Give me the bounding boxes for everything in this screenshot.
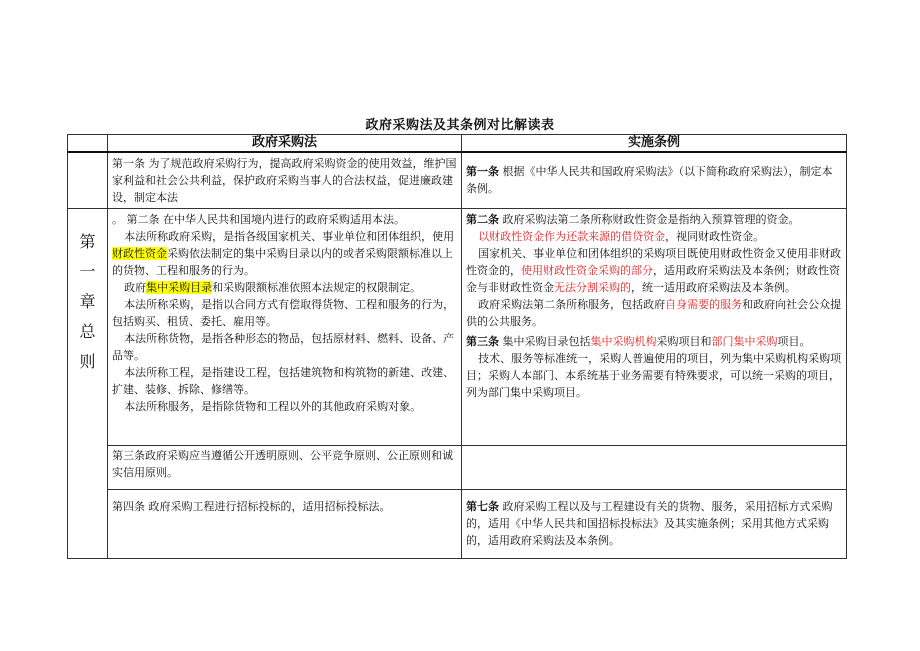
- reg-cell-articles-2-3: [462, 209, 847, 446]
- reg-cell-empty: [462, 446, 847, 490]
- emphasis-term: 以财政性资金作为还款来源的借贷资金: [478, 230, 666, 243]
- highlight-term: 集中采购目录: [146, 281, 213, 294]
- emphasis-term: 无法分割采购的: [554, 281, 631, 294]
- reg-article-7-text: [466, 498, 842, 549]
- reg-article-7-lead: 第七条: [466, 500, 499, 513]
- law-text: 和采购限额标准依照本法规定的权限制定。: [212, 281, 422, 294]
- reg-text: 政府采购法第二条所称服务，包括政府: [478, 298, 666, 311]
- reg-article-2-lead: 第二条: [466, 213, 499, 226]
- reg-text: ，适用政府采购法及本条例；财政性资金与非财政性资金: [466, 264, 840, 294]
- law-article-2-p4: 本法所称采购，是指以合同方式有偿取得货物、工程和服务的行为，包括购买、租赁、委托、雇用等。: [112, 298, 455, 328]
- law-cell-article-1: [108, 152, 462, 209]
- table-row: [68, 446, 847, 490]
- highlight-term: 财政性资金: [112, 247, 167, 260]
- reg-article-2-p2: [466, 245, 842, 296]
- chapter-char: 第: [79, 232, 96, 251]
- reg-article-2-p1: [466, 211, 842, 228]
- reg-text: 政府采购工程以及与工程建设有关的货物、服务，采用招标方式采购的，适用《中华人民共和国招标投标法》及其实施条例；采用其他方式采购的，适用政府采购法及本条例。: [466, 500, 833, 547]
- law-text: 本法所称政府采购，是指各级国家机关、事业单位和团体组织，使用: [124, 230, 455, 243]
- chapter-label-cell: [68, 209, 108, 559]
- emphasis-term: 使用财政性资金采购的部分: [521, 264, 653, 277]
- reg-text: 项目。: [777, 335, 811, 348]
- reg-text: ，视同财政性资金。: [665, 230, 765, 243]
- reg-text: 集中采购目录包括: [499, 335, 591, 348]
- chapter-blank-cell: [68, 152, 108, 209]
- reg-article-1-lead: 第一条: [466, 165, 499, 178]
- header-row: [68, 135, 847, 153]
- reg-article-3-lead: 第三条: [466, 335, 499, 348]
- reg-text: 采购项目和: [656, 335, 712, 348]
- law-article-2-p2: [112, 228, 457, 279]
- reg-cell-article-1: [462, 152, 847, 209]
- emphasis-term: 集中采购机构: [590, 335, 657, 348]
- law-article-2-p6: 本法所称工程，是指建设工程，包括建筑物和构筑物的新建、改建、扩建、装修、拆除、修缮等。: [112, 366, 455, 396]
- comparison-table: [67, 134, 847, 559]
- law-article-2-p7: 本法所称服务，是指除货物和工程以外的其他政府采购对象。: [124, 400, 422, 413]
- law-article-2-p1: 。 第二条 在中华人民共和国境内进行的政府采购适用本法。: [112, 213, 405, 226]
- table-row: [68, 152, 847, 209]
- table-row: [68, 490, 847, 559]
- chapter-char: 则: [79, 352, 96, 371]
- header-regulation: 实施条例: [462, 135, 847, 153]
- header-blank: [68, 135, 108, 153]
- law-article-1-text: 第一条 为了规范政府采购行为，提高政府采购资金的使用效益，维护国家利益和社会公共利益，保护政府采购当事人的合法权益，促进廉政建设，制定本法: [112, 157, 457, 204]
- emphasis-term: 部门集中采购: [711, 335, 778, 348]
- law-article-4-text: 第四条 政府采购工程进行招标投标的，适用招标投标法。: [112, 500, 391, 513]
- reg-cell-article-7: [462, 490, 847, 559]
- law-cell-article-2: [108, 209, 462, 446]
- reg-article-2-p1b: [466, 228, 842, 245]
- chapter-char: 章: [79, 292, 96, 311]
- reg-article-1-body: 根据《中华人民共和国政府采购法》（以下简称政府采购法），制定本条例。: [466, 165, 833, 195]
- law-article-3-text: 第三条政府采购应当遵循公开透明原则、公平竞争原则、公正原则和诚实信用原则。: [112, 449, 453, 479]
- reg-article-1-text: [466, 163, 842, 197]
- page-title: 政府采购法及其条例对比解读表: [365, 118, 555, 133]
- chapter-char: 一: [79, 262, 96, 281]
- header-law: 政府采购法: [108, 135, 462, 153]
- reg-text: ，统一适用政府采购法及本条例。: [631, 281, 796, 294]
- emphasis-term: 自身需要的服务: [665, 298, 743, 311]
- reg-text: 国家机关、事业单位和团体组织的采购项目既使用财政性资金又使用非财政性资金的，: [466, 247, 842, 277]
- reg-article-2-p3: [466, 296, 842, 330]
- law-article-2-p5: 本法所称货物，是指各种形态的物品，包括原材料、燃料、设备、产品等。: [112, 332, 455, 362]
- law-cell-article-4: [108, 490, 462, 559]
- law-text: 政府: [124, 281, 147, 294]
- reg-text: 政府采购法第二条所称财政性资金是指纳入预算管理的资金。: [499, 213, 800, 226]
- reg-article-3-p2: 技术、服务等标准统一，采购人普遍使用的项目，列为集中采购机构采购项目；采购人本部门、本系统基于业务需要有特殊要求，可以统一采购的项目，列为部门集中采购项目。: [466, 352, 842, 399]
- table-row: [68, 209, 847, 446]
- law-article-2-p3: [112, 279, 457, 296]
- law-cell-article-3: [108, 446, 462, 490]
- law-text: 采购依法制定的集中采购目录以内的或者采购限额标准以上的货物、工程和服务的行为。: [112, 247, 453, 277]
- chapter-char: 总: [79, 322, 96, 341]
- reg-article-3-p1: [466, 333, 842, 350]
- reg-text: 和政府向社会公众提供的公共服务。: [466, 298, 842, 328]
